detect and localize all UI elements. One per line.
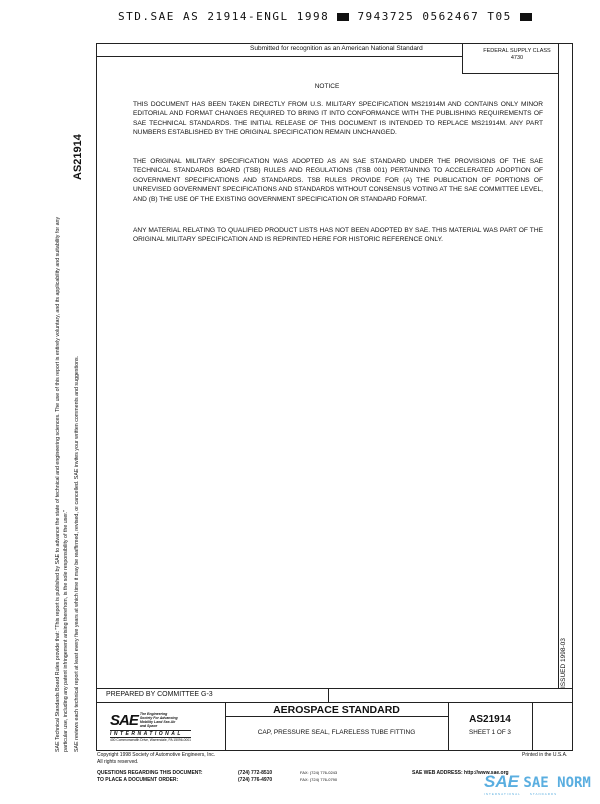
sae-norm-watermark — [484, 772, 591, 796]
notice-heading: NOTICE — [314, 83, 340, 90]
right-strip-line — [558, 43, 559, 689]
document-type: AEROSPACE STANDARD — [273, 704, 400, 716]
notice-paragraph: THE ORIGINAL MILITARY SPECIFICATION WAS ADOPTED AS AN SAE STANDARD UNDER THE PROVISIONS OF THE SAE TECHNICAL STANDARDS BOARD (TSB) RULES AND REGULATIONS (TSB 001) PERTAINING TO ACCELERATED ADOPTION OF GOVERNMENT SPECIFICATIONS AND STANDARDS. TSB RULES PROVIDE FOR (A) THE PUBLICATION OF PORTIONS OF UNREVISED GOVERNMENT SPECIFICATIONS AND STANDARDS WITHOUT CONSENSUS VOTING AT THE SAE COMMITTEE LEVEL, AND (B) THE USE OF THE EXISTING GOVERNMENT SPECIFICATION OR STANDARD FORMAT. — [133, 158, 543, 203]
side-doc-number: AS21914 — [72, 134, 84, 180]
logo-address: 400 Commonwealth Drive, Warrendale, PA 15096-0001 — [110, 738, 192, 742]
contact-labels — [97, 770, 203, 783]
document-title: CAP, PRESSURE SEAL, FLARELESS TUBE FITTING — [257, 729, 416, 736]
fax-numbers — [300, 770, 337, 783]
header-divider — [96, 56, 462, 57]
fax-number: FAX: (724) 776-0243 — [300, 770, 338, 775]
notice-paragraph: ANY MATERIAL RELATING TO QUALIFIED PRODUCT LISTS HAS NOT BEEN ADOPTED BY SAE. THIS MATERIAL WAS PART OF THE ORIGINAL MILITARY SPECIFICATION AND IS REPRINTED HERE FOR HISTORIC REFERENCE ONLY. — [133, 227, 543, 244]
copyright-text: Copyright 1998 Society of Automotive Engineers, Inc. — [97, 752, 216, 758]
issued-date: ISSUED 1998-03 — [560, 638, 567, 688]
order-label: TO PLACE A DOCUMENT ORDER: — [97, 776, 179, 783]
frame-left — [96, 43, 97, 750]
phone-order: (724) 776-4970 — [238, 776, 273, 783]
sheet-number: SHEET 1 OF 3 — [469, 729, 511, 736]
fsc-bottom — [462, 73, 558, 74]
printed-in: Printed in the U.S.A. — [522, 752, 568, 758]
stamp-left: STD.SAE AS 21914-ENGL 1998 — [118, 10, 330, 23]
footer-row-divider — [96, 702, 573, 703]
sae-logo — [110, 712, 191, 742]
stamp-block — [520, 13, 532, 21]
watermark-logo: SAE — [484, 772, 519, 791]
number-right — [532, 702, 533, 750]
prepared-by: PREPARED BY COMMITTEE G-3 — [106, 691, 213, 698]
frame-right — [572, 43, 573, 750]
disclaimer-text: SAE reviews each technical report at least every five years at which time it may be reaffirmed, revised, or cancelled. SAE invites your written comments and suggestions. — [74, 355, 80, 752]
document-stamp — [118, 10, 532, 23]
logo-international: INTERNATIONAL — [110, 730, 191, 738]
frame-bottom — [96, 750, 573, 751]
web-address[interactable]: SAE WEB ADDRESS: http://www.sae.org — [412, 770, 509, 776]
fsc-label: FEDERAL SUPPLY CLASS — [483, 48, 551, 54]
phone-numbers — [238, 770, 272, 783]
phone-questions: (724) 772-8510 — [238, 770, 273, 776]
stamp-right: 7943725 0562467 T05 — [357, 10, 512, 23]
federal-supply-class — [462, 48, 572, 62]
title-divider — [225, 716, 448, 717]
watermark-name: SAE NORM — [523, 775, 591, 791]
logo-tagline: The Engineering Society For Advancing Mobility Land Sea Air and Space — [139, 712, 178, 728]
copyright — [97, 752, 215, 765]
fsc-value: 4730 — [510, 55, 524, 61]
document-number: AS21914 — [469, 714, 511, 725]
disclaimer-text: SAE Technical Standards Board Rules provide that: "This report is published by SAE to advance the state of technical and engineering sciences. The use of this report is entirely voluntary, and its applicability and suitability for any particular use, including any patent infringement arising therefrom, is the sole responsibility of the user." — [55, 216, 69, 752]
stamp-block — [337, 13, 349, 21]
watermark-sub: INTERNATIONAL — [484, 792, 521, 796]
rights-text: All rights reserved. — [97, 758, 139, 765]
title-right — [448, 702, 449, 750]
notice-paragraph: THIS DOCUMENT HAS BEEN TAKEN DIRECTLY FROM U.S. MILITARY SPECIFICATION MS21914M AND CONTAINS ONLY MINOR EDITORIAL AND FORMAT CHANGES REQUIRED TO BRING IT INTO CONFORMANCE WITH THE PUBLISHING REQUIREMENTS OF SAE TECHNICAL STANDARDS. THE INITIAL RELEASE OF THIS DOCUMENT IS INTENDED TO REPLACE MS21914M. ANY PART NUMBERS ESTABLISHED BY THE ORIGINAL SPECIFICATION REMAIN UNCHANGED. — [133, 101, 543, 137]
logo-mark: SAE — [110, 712, 138, 729]
watermark-sub: STANDARDS — [529, 792, 558, 796]
questions-label: QUESTIONS REGARDING THIS DOCUMENT: — [97, 770, 203, 776]
fax-number-2: FAX: (724) 776-0790 — [300, 776, 338, 782]
footer-top — [96, 688, 573, 689]
sae-disclaimer — [54, 212, 81, 752]
prepared-divider — [328, 688, 329, 702]
frame-top — [96, 43, 573, 44]
ans-submission-note: Submitted for recognition as an American National Standard — [250, 45, 423, 52]
